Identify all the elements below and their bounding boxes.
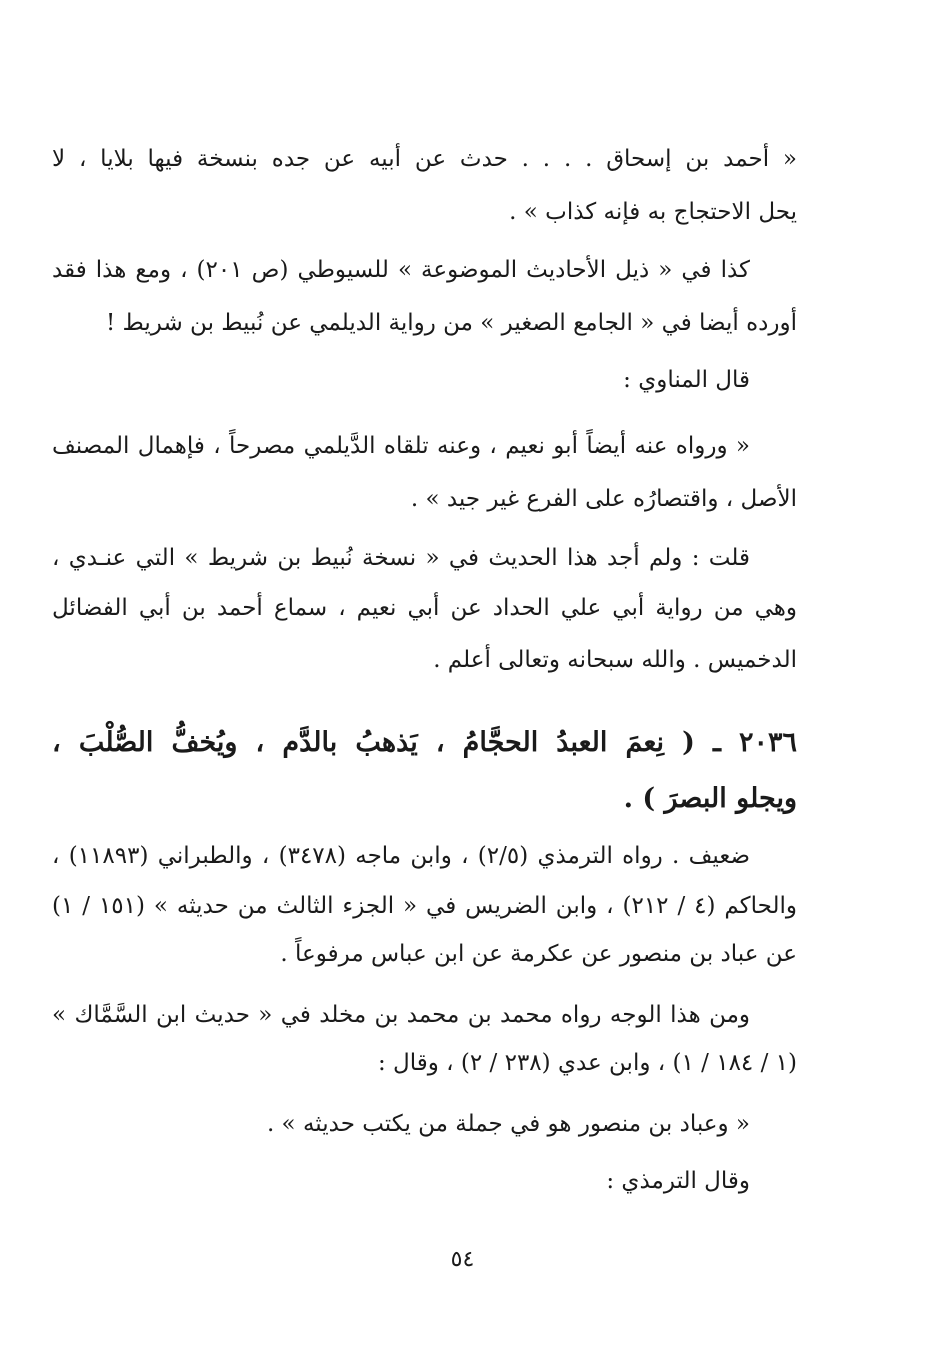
text-line: والحاكم (٤ / ٢١٢) ، وابن الضريس في « الجزء الثالث من حديثه » (١٥١ / ١) [52,893,797,919]
text-line: الأصل ، واقتصارُه على الفرع غير جيد » . [410,486,797,512]
text-line: « وعباد بن منصور هو في جملة من يكتب حديثه » . [266,1111,750,1137]
text-line: قال المناوي : [623,367,750,393]
text-line: ومن هذا الوجه رواه محمد بن محمد بن مخلد في « حديث ابن السَّمَّاك » [52,1002,750,1028]
text-line: وقال الترمذي : [606,1168,750,1194]
text-line: (١ / ١٨٤ / ١) ، وابن عدي (٢٣٨ / ٢) ، وقال : [377,1050,797,1076]
text-line: ضعيف . رواه الترمذي (٢/٥) ، وابن ماجه (٣٤٧٨) ، والطبراني (١١٨٩٣) ، [52,843,750,869]
text-line: « أحمد بن إسحاق . . . . حدث عن أبيه عن جده بنسخة فيها بلايا ، لا [52,146,797,172]
text-line: وهي من رواية أبي علي الحداد عن أبي نعيم ، سماع أحمد بن أبي الفضائل [52,595,797,621]
text-line: « ورواه عنه أيضاً أبو نعيم ، وعنه تلقاه الدَّيلمي مصرحاً ، فإهمال المصنف [52,433,750,459]
hadith-title: ويجلو البصرَ ) . [623,783,797,814]
text-line: عن عباد بن منصور عن عكرمة عن ابن عباس مرفوعاً . [280,941,797,967]
text-line: الدخميس . والله سبحانه وتعالى أعلم . [433,647,797,673]
text-line: قلت : ولم أجد هذا الحديث في « نسخة نُبيط بن شريط » التي عنـدي ، [52,545,750,571]
hadith-title: ٢٠٣٦ ـ ( نِعمَ العبدُ الحجَّامُ ، يَذهبُ بالدَّم ، ويُخفُّ الصُّلْبَ ، [52,727,797,758]
page-number: ٥٤ [450,1247,475,1272]
text-line: يحل الاحتجاج به فإنه كذاب » . [509,199,797,225]
text-line: أورده أيضا في « الجامع الصغير » من رواية الديلمي عن نُبيط بن شريط ! [106,310,797,336]
text-line: كذا في « ذيل الأحاديث الموضوعة » للسيوطي (ص ٢٠١) ، ومع هذا فقد [52,257,750,283]
